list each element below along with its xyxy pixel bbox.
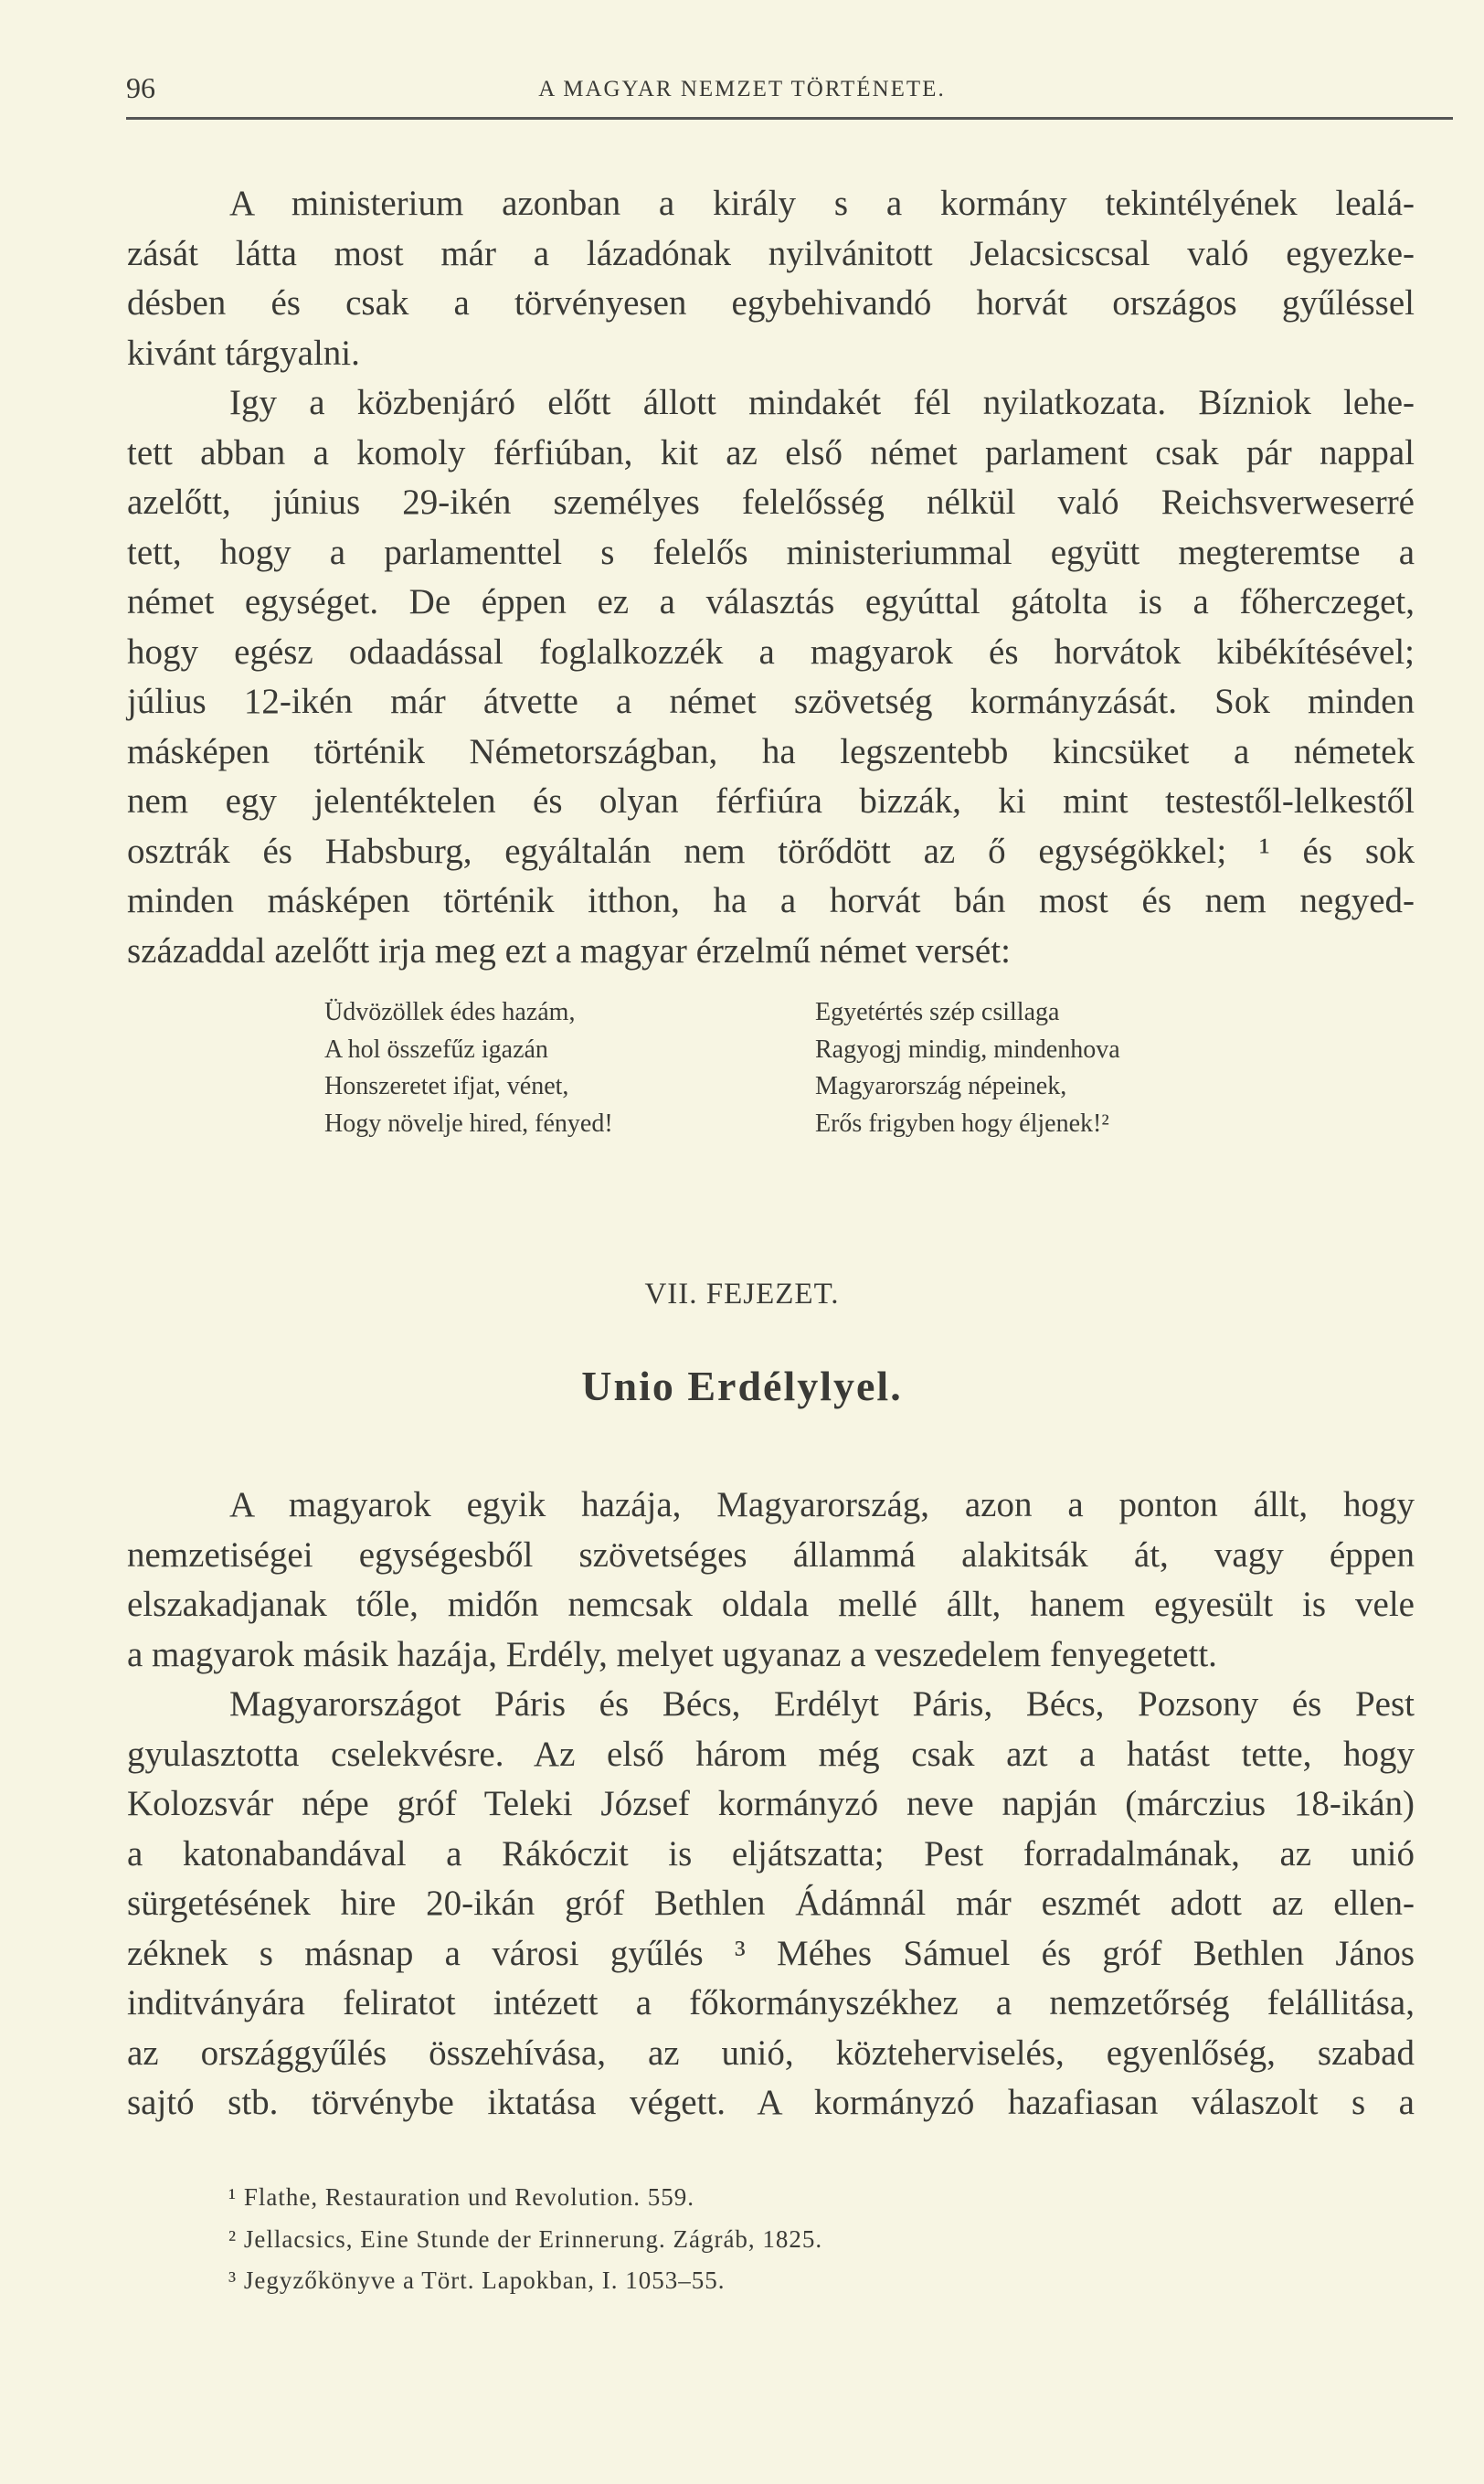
page-number: 96 (126, 71, 155, 104)
text-line: tett abban a komoly férfiúban, kit az első német parlament csak pár nappal (127, 432, 1415, 472)
text-line: századdal azelőtt irja meg ezt a magyar érzelmű német versét: (127, 930, 1011, 971)
text-line: minden másképen történik itthon, ha a horvát bán most és nem negyed- (127, 881, 1415, 920)
text-line: a magyarok másik hazája, Erdély, melyet ugyanaz a veszedelem fenyegetett. (127, 1634, 1217, 1674)
text-line: Igy a közbenjáró előtt állott mindakét fél nyilatkozata. Bízniok lehe- (229, 383, 1415, 422)
text-line: Magyarországot Páris és Bécs, Erdélyt Páris, Bécs, Pozsony és Pest (229, 1684, 1415, 1724)
chapter-number: VII. FEJEZET. (644, 1278, 840, 1311)
text-line: az országgyűlés összehívása, az unió, közteherviselés, egyenlőség, szabad (127, 2033, 1415, 2073)
text-line: inditványára feliratot intézett a főkormányszékhez a nemzetőrség felállitása, (127, 1983, 1415, 2022)
text-line: A ministerium azonban a király s a kormány tekintélyének lealá- (229, 184, 1415, 223)
text-line: nemzetiségei egységesből szövetséges állammá alakitsák át, vagy éppen (127, 1534, 1415, 1575)
text-line: német egységet. De éppen ez a választás egyúttal gátolta is a főherczeget, (127, 582, 1415, 621)
chapter-title: Unio Erdélylyel. (581, 1363, 903, 1409)
text-line: másképen történik Németországban, ha legszentebb kincsüket a németek (127, 731, 1415, 771)
text-line: Kolozsvár népe gróf Teleki József kormányzó neve napján (márczius 18-ikán) (127, 1784, 1415, 1823)
text-line: kivánt tárgyalni. (127, 333, 360, 373)
poem-line: Honszeretet ifjat, vénet, (324, 1072, 569, 1100)
text-line: sajtó stb. törvénybe iktatása végett. A kormányzó hazafiasan válaszolt s a (127, 2083, 1415, 2122)
poem-right-stanza (815, 994, 1120, 1142)
text-line: július 12-ikén már átvette a német szövetség kormányzását. Sok minden (127, 682, 1415, 721)
text-line: tett, hogy a parlamenttel s felelős ministeriummal együtt megteremtse a (127, 532, 1415, 572)
text-line: azelőtt, június 29-ikén személyes felelősség nélkül való Reichsverweserré (127, 483, 1415, 522)
text-line: hogy egész odaadással foglalkozzék a magyarok és horvátok kibékítésével; (127, 632, 1415, 672)
text-line: zéknek s másnap a városi gyűlés ³ Méhes Sámuel és gróf Bethlen János (127, 1933, 1415, 1973)
text-line: gyulasztotta cselekvésre. Az első három még csak azt a hatást tette, hogy (127, 1734, 1415, 1774)
body-text-bottom (127, 1481, 1415, 2128)
poem-line: Erős frigyben hogy éljenek!² (815, 1109, 1109, 1138)
footnotes (228, 2177, 822, 2302)
poem-line: Egyetértés szép csillaga (815, 998, 1060, 1026)
text-line: nem egy jelentéktelen és olyan férfiúra bizzák, ki mint testestől-lelkestől (127, 781, 1415, 821)
poem-left-stanza (324, 994, 613, 1142)
footnote: ² Jellacsics, Eine Stunde der Erinnerung. Zágráb, 1825. (228, 2224, 823, 2253)
body-text-top (127, 179, 1415, 976)
poem-line: Magyarország népeinek, (815, 1072, 1067, 1100)
footnote: ¹ Flathe, Restauration und Revolution. 559. (228, 2183, 695, 2211)
poem-line: A hol összefűz igazán (324, 1035, 548, 1064)
text-line: osztrák és Habsburg, egyáltalán nem törődött az ő egységökkel; ¹ és sok (127, 831, 1415, 871)
text-line: sürgetésének hire 20-ikán gróf Bethlen Ádámnál már eszmét adott az ellen- (127, 1884, 1415, 1923)
running-title: A MAGYAR NEMZET TÖRTÉNETE. (538, 77, 946, 101)
poem-line: Ragyogj mindig, mindenhova (815, 1035, 1120, 1064)
header-rule (126, 117, 1453, 120)
poem-line: Hogy növelje hired, fényed! (324, 1109, 613, 1138)
text-line: désben és csak a törvényesen egybehivandó horvát országos gyűléssel (127, 283, 1415, 323)
text-line: elszakadjanak tőle, midőn nemcsak oldala mellé állt, hanem egyesült is vele (127, 1585, 1415, 1624)
footnote: ³ Jegyzőkönyve a Tört. Lapokban, I. 1053–55. (228, 2266, 726, 2294)
text-line: A magyarok egyik hazája, Magyarország, azon a ponton állt, hogy (229, 1485, 1415, 1524)
text-line: zását látta most már a lázadónak nyilvánitott Jelacsicscsal való egyezke- (127, 233, 1415, 273)
text-line: a katonabandával a Rákóczit is eljátszatta; Pest forradalmának, az unió (127, 1833, 1415, 1874)
poem-line: Üdvözöllek édes hazám, (324, 998, 576, 1026)
